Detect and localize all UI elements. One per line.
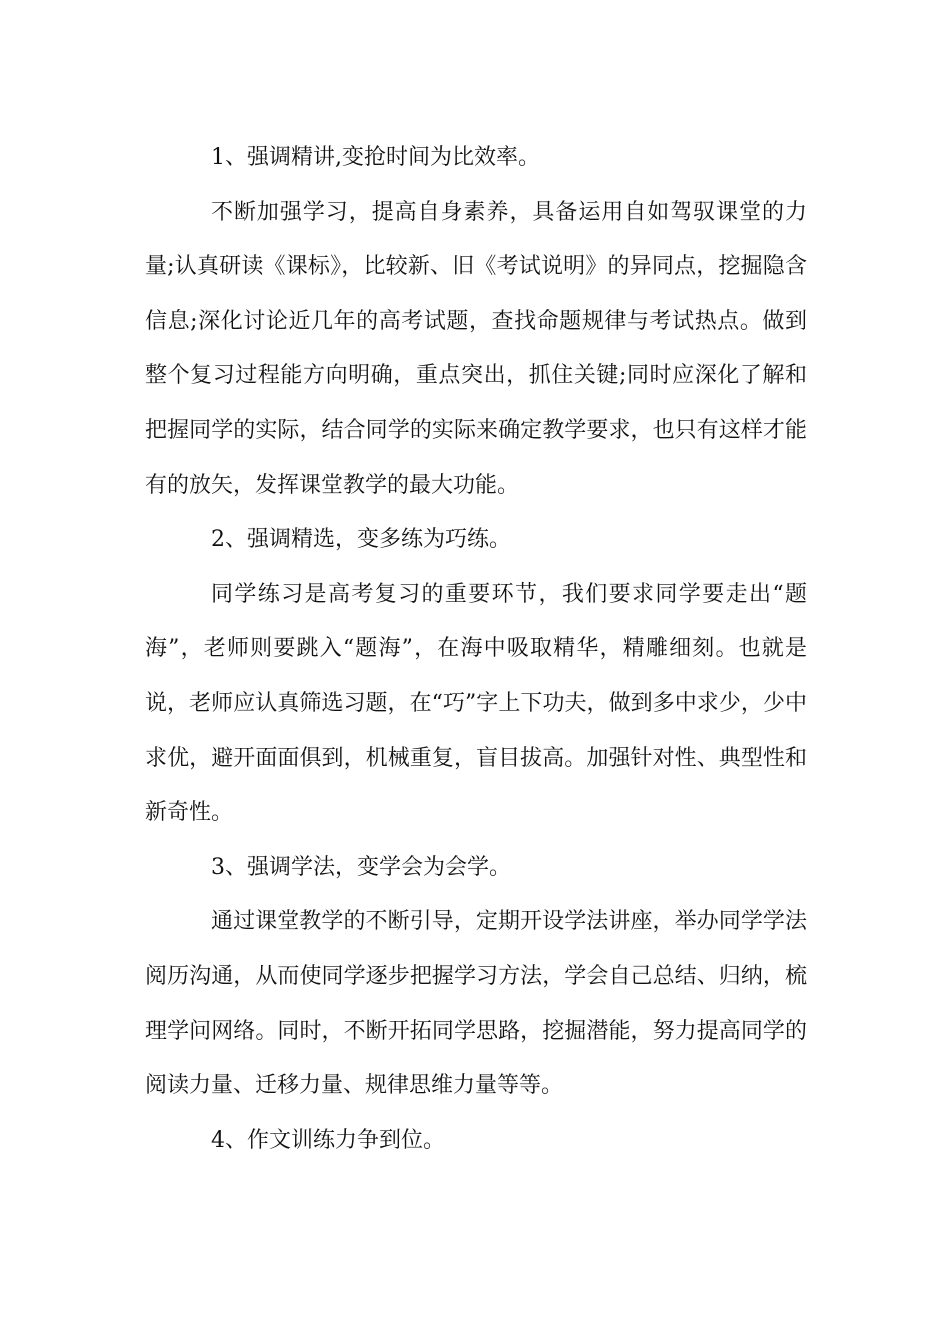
document-body xyxy=(145,131,807,1168)
section-heading-3: 3、强调学法，变学会为会学。 xyxy=(211,854,511,880)
body-paragraph-2: 同学练习是高考复习的重要环节，我们要求同学要走出“题海”，老师则要跳入“题海”，在海中吸取精华，精雕细刻。也就是说，老师应认真筛选习题，在“巧”字上下功夫，做到多中求少，少中求优，避开面面俱到，机械重复，盲目拔高。加强针对性、典型性和新奇性。 xyxy=(145,581,807,826)
section-heading-2: 2、强调精选，变多练为巧练。 xyxy=(211,527,511,553)
body-paragraph-1: 不断加强学习，提高自身素养，具备运用自如驾驭课堂的力量;认真研读《课标》，比较新、旧《考试说明》的异同点，挖掘隐含信息;深化讨论近几年的高考试题，查找命题规律与考试热点。做到整个复习过程能方向明确，重点突出，抓住关键;同时应深化了解和把握同学的实际，结合同学的实际来确定教学要求，也只有这样才能有的放矢，发挥课堂教学的最大功能。 xyxy=(145,199,807,498)
section-heading-4: 4、作文训练力争到位。 xyxy=(211,1127,445,1153)
section-heading-1: 1、强调精讲,变抢时间为比效率。 xyxy=(211,145,540,170)
body-paragraph-3: 通过课堂教学的不断引导，定期开设学法讲座，举办同学学法阅历沟通，从而使同学逐步把握学习方法，学会自己总结、归纳，梳理学问网络。同时，不断开拓同学思路，挖掘潜能，努力提高同学的阅读力量、迁移力量、规律思维力量等等。 xyxy=(145,909,807,1099)
